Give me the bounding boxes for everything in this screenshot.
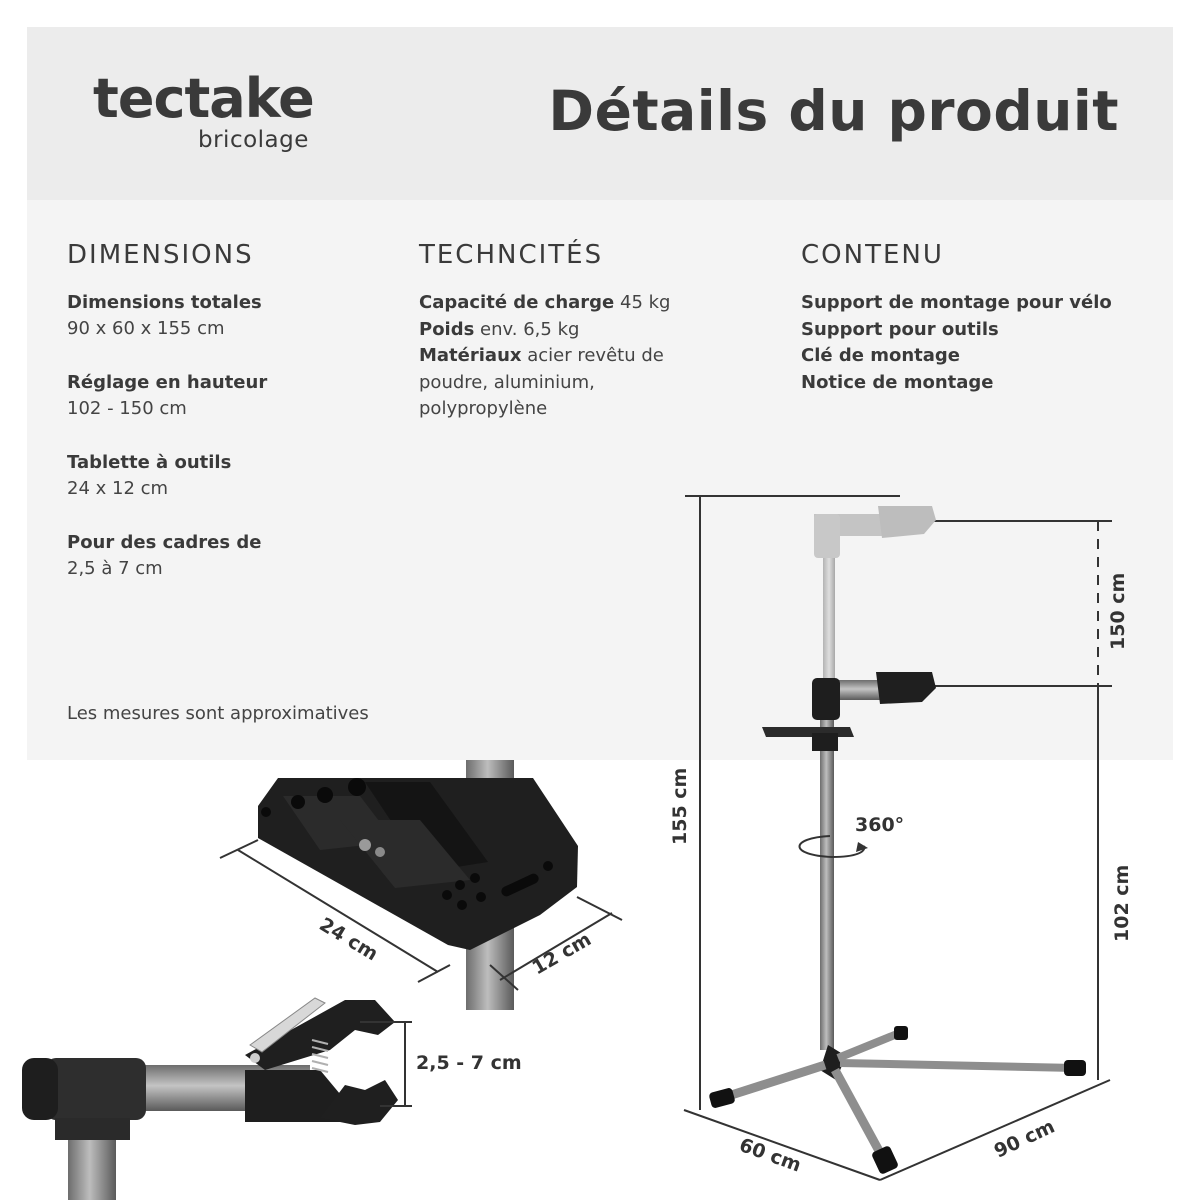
stand-pole — [820, 700, 834, 1050]
tray-length-label: 24 cm — [315, 913, 382, 966]
height-adjust-label: 150 cm — [1107, 572, 1129, 650]
brand-subtitle: bricolage — [198, 127, 309, 153]
clamp-closeup — [22, 998, 398, 1200]
stand-tray — [762, 727, 854, 737]
dimensions-heading: DIMENSIONS — [67, 240, 254, 270]
tech-label: Poids — [419, 318, 475, 340]
height-min-label: 102 cm — [1111, 864, 1133, 942]
spec-value: 102 - 150 cm — [67, 398, 187, 419]
tech-value: env. 6,5 kg — [474, 318, 580, 340]
spec-label: Dimensions totales — [67, 292, 262, 313]
tech-value: 45 kg — [614, 292, 671, 313]
height-total-label: 155 cm — [669, 767, 691, 845]
contents-item: Support pour outils — [801, 318, 999, 340]
base-width-label: 90 cm — [990, 1115, 1059, 1163]
contents-item: Notice de montage — [801, 371, 994, 393]
spec-value: 2,5 à 7 cm — [67, 558, 163, 579]
bike-stand — [708, 506, 1086, 1175]
tech-label: Matériaux — [419, 345, 522, 366]
contents-item: Support de montage pour vélo — [801, 292, 1112, 313]
spec-value: 90 x 60 x 155 cm — [67, 318, 225, 339]
tray-width-label: 12 cm — [528, 928, 596, 980]
brand-name: tectake — [93, 67, 314, 130]
footnote: Les mesures sont approximatives — [67, 703, 369, 724]
page-title: Détails du produit — [548, 79, 1119, 143]
spec-label: Tablette à outils — [67, 452, 232, 473]
clamp-knob-housing — [46, 1058, 146, 1120]
tech-label: Capacité de charge — [419, 292, 615, 313]
tool-tray-closeup — [258, 760, 578, 1010]
base-depth-label: 60 cm — [736, 1134, 805, 1177]
contents-item: Clé de montage — [801, 345, 960, 366]
tech-value: poudre, aluminium, — [419, 371, 595, 393]
spec-value: 24 x 12 cm — [67, 478, 169, 499]
spec-label: Réglage en hauteur — [67, 372, 268, 393]
clamp-knob — [22, 1058, 58, 1120]
stand-clamp-jaw — [876, 672, 936, 704]
spec-label: Pour des cadres de — [67, 532, 262, 553]
rotation-label: 360° — [855, 814, 905, 836]
contents-heading: CONTENU — [801, 240, 944, 270]
stand-clamp-head — [812, 678, 840, 720]
tech-value: polypropylène — [419, 398, 548, 419]
tech-value: acier revêtu de — [521, 345, 664, 366]
technical-heading: TECHNCITÉS — [419, 240, 604, 270]
stand-dimension-lines — [684, 496, 1112, 1180]
clamp-range-label: 2,5 - 7 cm — [416, 1052, 522, 1074]
